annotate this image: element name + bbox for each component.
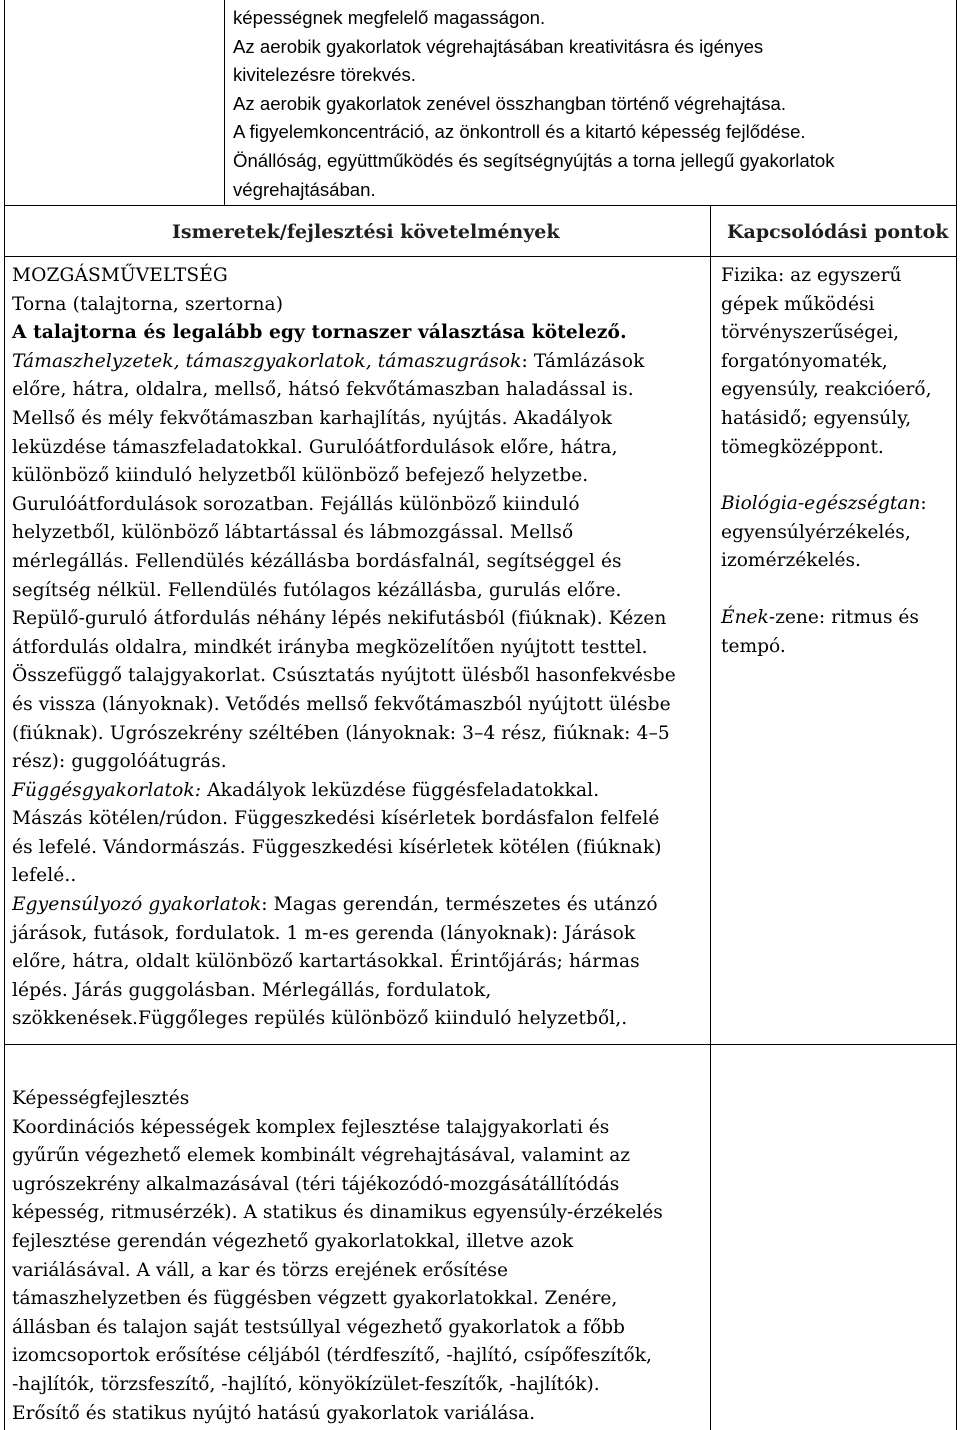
header-top-line: [4, 205, 957, 206]
link-line: Ének-zene: ritmus és: [721, 607, 919, 628]
text-line: képesség, ritmusérzék). A statikus és dinamikus egyensúly-érzékelés: [12, 1202, 663, 1224]
section-bottom-line: [4, 1044, 957, 1045]
topic-title: Támaszhelyzetek, támaszgyakorlatok, támaszugrások: [12, 350, 522, 372]
text-line: állásban és talajon saját testsúllyal végezhető gyakorlatok a főbb: [12, 1316, 625, 1338]
text-line: Gurulóátfordulások sorozatban. Fejállás különböző kiinduló: [12, 493, 580, 515]
text-line: Mellső és mély fekvőtámaszban karhajlítás, nyújtás. Akadályok: [12, 407, 613, 429]
table-border-left: [4, 0, 5, 1430]
text-line: előre, hátra, oldalra, mellső, hátsó fekvőtámaszban haladással is.: [12, 379, 634, 401]
text-line: Repülő-guruló átfordulás néhány lépés nekifutásból (fiúknak). Kézen: [12, 608, 667, 630]
header-left: Ismeretek/fejlesztési követelmények: [172, 221, 560, 243]
text-line: leküzdése támaszfeladatokkal. Gurulóátfordulások előre, hátra,: [12, 436, 618, 458]
link-line: törvényszerűségei,: [721, 322, 900, 344]
section-subheading: Torna (talajtorna, szertorna): [12, 293, 284, 315]
text-line: Összefüggő talajgyakorlat. Csúsztatás nyújtott ülésből hasonfekvésbe: [12, 665, 676, 687]
biology-link: [721, 490, 927, 576]
top-line: Az aerobik gyakorlatok végrehajtásában kreativitásra és igényes: [233, 35, 764, 57]
top-line: kivitelezésre törekvés.: [233, 64, 416, 86]
skills-title: Képességfejlesztés: [12, 1088, 190, 1109]
text-line: lefelé..: [12, 865, 77, 887]
table-border-right: [956, 0, 957, 1430]
text-line: szökkenések.Függőleges repülés különböző kiinduló helyzetből,.: [12, 1008, 628, 1030]
text-line: variálásával. A váll, a kar és törzs erejének erősítése: [12, 1259, 508, 1281]
header-right: Kapcsolódási pontok: [727, 221, 949, 243]
text-line: rész): guggolóátugrás.: [12, 751, 227, 773]
text-line: ugrószekrény alkalmazásával (téri tájékozódó-mozgásátállítódás: [12, 1173, 620, 1195]
mandatory-note: A talajtorna és legalább egy tornaszer választása kötelező.: [12, 322, 627, 344]
text-line: különböző kiinduló helyzetből különböző befejező helyzetbe.: [12, 465, 589, 487]
music-link: [721, 604, 919, 661]
text-line: Egyensúlyozó gyakorlatok: Magas gerendán, természetes és utánzó: [12, 894, 658, 916]
text-line: helyzetből, különböző lábtartással és lábmozgással. Mellső: [12, 522, 574, 544]
text-line: izomcsoportok erősítése céljából (térdfeszítő, -hajlító, csípőfeszítők,: [12, 1345, 652, 1367]
header-bottom-line: [4, 256, 957, 257]
text-line: és lefelé. Vándormászás. Függeszkedési kísérletek kötélen (fiúknak): [12, 836, 662, 858]
text-line: átfordulás oldalra, mindkét irányba megközelítően nyújtott testtel.: [12, 636, 648, 658]
top-row-divider: [224, 0, 225, 205]
top-block: [233, 4, 835, 204]
top-line: végrehajtásában.: [233, 178, 376, 200]
section-heading: MOZGÁSMŰVELTSÉG: [12, 265, 228, 286]
requirements-text: [12, 262, 676, 1034]
topic-title: Egyensúlyozó gyakorlatok: [12, 894, 262, 916]
link-line: Fizika: az egyszerű: [721, 265, 902, 286]
text-line: Támaszhelyzetek, támaszgyakorlatok, támaszugrások: Támlázások: [12, 350, 645, 372]
top-line: képességnek megfelelő magasságon.: [233, 7, 546, 28]
text-line: Mászás kötélen/rúdon. Függeszkedési kísérletek bordásfalon felfelé: [12, 808, 660, 830]
top-line: Önállóság, együttműködés és segítségnyújtás a torna jellegű gyakorlatok: [233, 149, 835, 171]
link-line: egyensúly, reakcióerő,: [721, 379, 932, 401]
text-line: előre, hátra, oldalt különböző kartartásokkal. Érintőjárás; hármas: [12, 951, 640, 973]
skills-development: [12, 1085, 663, 1428]
text-line: segítség nélkül. Fellendülés futólagos kézállásba, gurulás előre.: [12, 579, 622, 601]
text-line: gyűrűn végezhető elemek kombinált végrehajtásával, valamint az: [12, 1145, 631, 1167]
topic-title: Függésgyakorlatok:: [12, 779, 202, 801]
link-line: gépek működési: [721, 293, 875, 315]
text-line: fejlesztése gerendán végezhető gyakorlatokkal, illetve azok: [12, 1230, 574, 1252]
column-divider: [710, 205, 711, 1045]
text-line: támaszhelyzetben és függésben végzett gyakorlatokkal. Zenére,: [12, 1288, 618, 1310]
text-line: mérlegállás. Fellendülés kézállásba bordásfalnál, segítséggel és: [12, 550, 622, 572]
text-line: lépés. Járás guggolásban. Mérlegállás, fordulatok,: [12, 979, 492, 1001]
link-line: forgatónyomaték,: [721, 350, 888, 372]
text-line: Koordinációs képességek komplex fejlesztése talajgyakorlati és: [12, 1116, 610, 1138]
text-line: (fiúknak). Ugrószekrény széltében (lányoknak: 3–4 rész, fiúknak: 4–5: [12, 722, 670, 744]
text-line: járások, futások, fordulatok. 1 m-es gerenda (lányoknak): Járások: [12, 922, 636, 944]
link-line: hatásidő; egyensúly,: [721, 407, 912, 429]
text-line: Függésgyakorlatok: Akadályok leküzdése függésfeladatokkal.: [12, 779, 600, 801]
link-line: izomérzékelés.: [721, 550, 861, 572]
link-line: Biológia-egészségtan:: [721, 493, 927, 514]
bottom-right-divider: [710, 1044, 711, 1430]
link-line: tempó.: [721, 635, 786, 657]
top-line: Az aerobik gyakorlatok zenével összhangban történő végrehajtása.: [233, 92, 786, 114]
link-line: tömegközéppont.: [721, 436, 884, 458]
connection-points: [721, 262, 932, 462]
text-line: Erősítő és statikus nyújtó hatású gyakorlatok variálása.: [12, 1402, 536, 1424]
text-line: -hajlítók, törzsfeszítő, -hajlító, könyökízület-feszítők, -hajlítók).: [12, 1373, 600, 1395]
link-line: egyensúlyérzékelés,: [721, 521, 911, 543]
text-line: és vissza (lányoknak). Vetődés mellső fekvőtámaszból nyújtott ülésbe: [12, 693, 671, 715]
top-line: A figyelemkoncentráció, az önkontroll és a kitartó képesség fejlődése.: [233, 121, 806, 143]
